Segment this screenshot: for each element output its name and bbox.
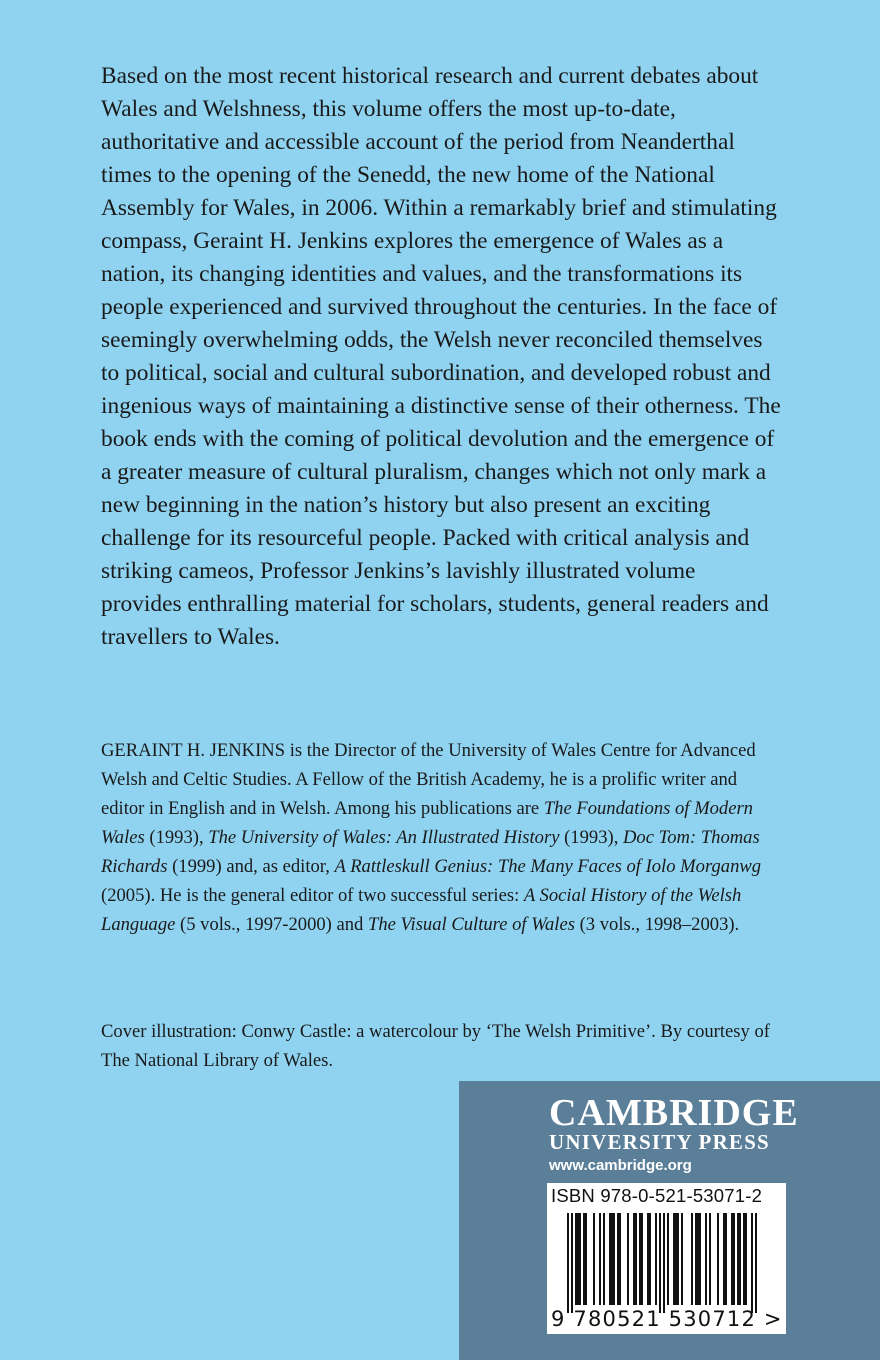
barcode-bar [755, 1213, 757, 1313]
barcode-bar [725, 1213, 727, 1305]
barcode-bar [585, 1213, 587, 1305]
bio-title: The Visual Culture of Wales [368, 914, 575, 935]
bio-text: (1993), [144, 827, 209, 848]
publisher-subtitle: UNIVERSITY PRESS [549, 1130, 770, 1154]
bio-text: (3 vols., 1998–2003). [574, 914, 740, 935]
barcode-bar [673, 1213, 675, 1305]
barcode-bar [567, 1213, 569, 1313]
isbn-label: ISBN 978-0-521-53071-2 [551, 1185, 763, 1206]
barcode-bar [675, 1213, 677, 1305]
barcode-bar [593, 1213, 595, 1305]
publisher-block [459, 1081, 880, 1360]
bio-text: (5 vols., 1997-2000) and [175, 914, 369, 935]
barcode-bar [609, 1213, 611, 1305]
bio-title: The Foundations of Modern Wales [101, 798, 753, 848]
barcode-bar [739, 1213, 741, 1305]
barcode-bar [751, 1213, 753, 1313]
bio-text: (2005). He is the general editor of two successful series: [101, 885, 524, 906]
barcode-bar [641, 1213, 643, 1305]
barcode-bar [599, 1213, 601, 1305]
barcode-bar [723, 1213, 725, 1305]
barcode-bar [677, 1213, 679, 1305]
barcode-bar [695, 1213, 697, 1305]
barcode-bar [709, 1213, 711, 1305]
barcode-bar [733, 1213, 735, 1305]
blurb-paragraph: Based on the most recent historical research and current debates about Wales and Welshness, this volume offers the most up-to-date, authoritative and accessible account of the period from Neanderthal times to the opening of the Senedd, the new home of the National Assembly for Wales, in 2006. Within a remarkably brief and stimulating compass, Geraint H. Jenkins explores the emergence of Wales as a nation, its changing identities and values, and the transformations its people experienced and survived throughout the centuries. In the face of seemingly overwhelming odds, the Welsh never reconciled themselves to political, social and cultural subordination, and developed robust and ingenious ways of maintaining a distinctive sense of their otherness. The book ends with the coming of political devolution and the emergence of a greater measure of cultural pluralism, changes which not only mark a new beginning in the nation’s history but also present an exciting challenge for its resourceful people. Packed with critical analysis and striking cameos, Professor Jenkins’s lavishly illustrated volume provides enthralling material for scholars, students, general readers and travellers to Wales. [101, 63, 781, 650]
bio-title: Doc Tom: Thomas Richards [101, 827, 760, 877]
barcode-bar [649, 1213, 651, 1305]
barcode-bar [745, 1213, 747, 1305]
publisher-name: CAMBRIDGE [549, 1092, 799, 1134]
barcode-bar [577, 1213, 579, 1305]
barcode-bar [663, 1213, 665, 1313]
bio-text: (1999) and, as editor, [167, 856, 335, 877]
barcode-bar [639, 1213, 641, 1305]
publisher-url: www.cambridge.org [549, 1157, 692, 1174]
bio-intro: GERAINT H. JENKINS is the Director of the University of Wales Centre for Advanced Welsh and Celtic Studies. A Fellow of the British Academy, he is a prolific writer and editor in English and in Welsh. Among his publications are [101, 740, 756, 819]
barcode-bar [681, 1213, 683, 1305]
barcode-bar [743, 1213, 745, 1305]
barcode-bar [691, 1213, 693, 1305]
barcode-bar [575, 1213, 577, 1305]
barcode-bar [571, 1213, 573, 1313]
bio-title: The University of Wales: An Illustrated History [208, 827, 560, 848]
barcode-bar [633, 1213, 635, 1305]
barcode-bar [655, 1213, 657, 1305]
barcode [547, 1183, 786, 1334]
barcode-bar [699, 1213, 701, 1305]
barcode-bar [635, 1213, 637, 1305]
barcode-bar [659, 1213, 661, 1313]
barcode-bar [613, 1213, 615, 1305]
barcode-bar [619, 1213, 621, 1305]
barcode-bar [617, 1213, 619, 1305]
barcode-bar [667, 1213, 669, 1305]
barcode-bar [737, 1213, 739, 1305]
cover-credit: Cover illustration: Conwy Castle: a watercolour by ‘The Welsh Primitive’. By courtesy of The National Library of Wales. [101, 1021, 770, 1071]
bio-title: A Rattleskull Genius: The Many Faces of Iolo Morganwg [334, 856, 762, 877]
barcode-bar [579, 1213, 581, 1305]
author-bio [101, 736, 781, 939]
barcode-bar [647, 1213, 649, 1305]
barcode-bar [697, 1213, 699, 1305]
bio-text: (1993), [559, 827, 623, 848]
barcode-bar [611, 1213, 613, 1305]
barcode-digits: 9 780521 530712 > [551, 1307, 783, 1331]
barcode-bar [705, 1213, 707, 1305]
barcode-bar [583, 1213, 585, 1305]
barcode-bar [603, 1213, 605, 1305]
bio-title: A Social History of the Welsh Language [101, 885, 742, 935]
barcode-bar [717, 1213, 719, 1305]
barcode-bar [627, 1213, 629, 1305]
barcode-bar [731, 1213, 733, 1305]
